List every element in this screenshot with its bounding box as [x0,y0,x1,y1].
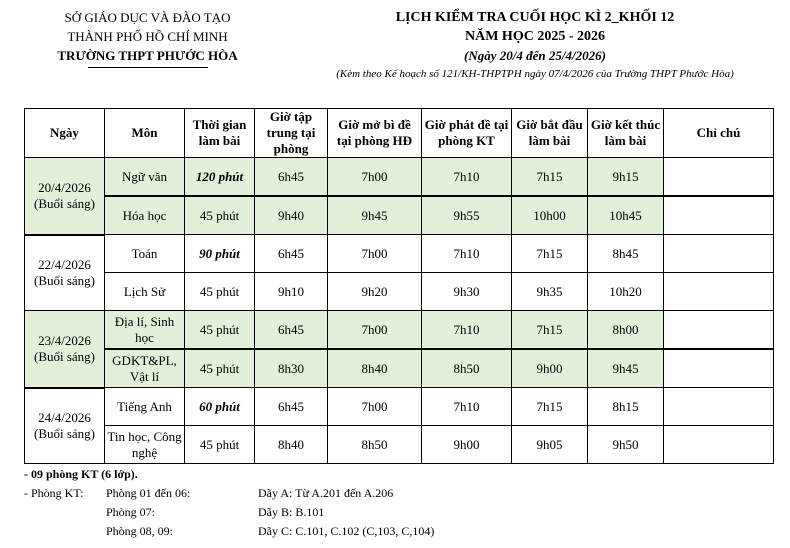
col-batdau: Giờ bắt đầu làm bài [512,109,588,158]
batdau-cell: 7h15 [512,235,588,273]
ketthuc-cell: 10h20 [588,273,664,311]
subject-cell: Hóa học [105,196,185,235]
ketthuc-cell: 8h00 [588,311,664,350]
note-cell [664,273,774,311]
subject-cell: Địa lí, Sinh học [105,311,185,350]
rooms-total: - 09 phòng KT (6 lớp). [24,467,138,481]
col-chichu: Chỉ chú [664,109,774,158]
mobide-cell: 8h50 [328,426,422,464]
mobide-cell: 7h00 [328,388,422,426]
phatde-cell: 7h10 [422,311,512,350]
phatde-cell: 9h30 [422,273,512,311]
room-range: Phòng 07: [106,505,156,519]
phatde-cell: 7h10 [422,158,512,197]
room-assign: Dãy B: B.101 [258,505,325,519]
room-line [24,484,394,503]
subject-cell: Ngữ văn [105,158,185,197]
ketthuc-cell: 9h15 [588,158,664,197]
room-assign: Dãy A: Từ A.201 đến A.206 [258,486,394,500]
duration-cell: 45 phút [185,196,255,235]
day-session: (Buổi sáng) [33,272,96,288]
col-taptrung: Giờ tập trung tại phòng [255,109,328,158]
header-left [20,8,275,68]
taptrung-cell: 9h10 [255,273,328,311]
ketthuc-cell: 10h45 [588,196,664,235]
col-mon: Môn [105,109,185,158]
header-right [290,8,780,82]
school-year: NĂM HỌC 2025 - 2026 [465,29,605,44]
phatde-cell: 8h50 [422,349,512,388]
table-row [25,273,774,311]
day-date: 24/4/2026 [38,409,91,425]
table-row [25,311,774,350]
mobide-cell: 7h00 [328,235,422,273]
table-row [25,235,774,273]
room-line [24,503,325,522]
day-cell [25,158,105,235]
subject-cell: Tin học, Công nghệ [105,426,185,464]
subject-cell: Lịch Sử [105,273,185,311]
batdau-cell: 9h00 [512,349,588,388]
day-cell [25,311,105,388]
footer-notes [24,465,435,541]
date-range: (Ngày 20/4 đến 25/4/2026) [464,48,606,63]
table-row [25,158,774,197]
col-thoigian: Thời gian làm bài [185,109,255,158]
day-date: 20/4/2026 [38,179,91,195]
ketthuc-cell: 8h45 [588,235,664,273]
batdau-cell: 7h15 [512,388,588,426]
taptrung-cell: 9h40 [255,196,328,235]
note-cell [664,235,774,273]
col-ngay: Ngày [25,109,105,158]
note-cell [664,311,774,350]
col-ketthuc: Giờ kết thúc làm bài [588,109,664,158]
note-cell [664,158,774,197]
duration-cell: 45 phút [185,311,255,350]
table-row [25,426,774,464]
day-session: (Buổi sáng) [33,348,96,364]
org-line-2: THÀNH PHỐ HỒ CHÍ MINH [67,29,228,44]
note-cell [664,349,774,388]
room-assign: Dãy C: C.101, C.102 (C,103, C,104) [258,524,435,538]
mobide-cell: 9h45 [328,196,422,235]
table-row [25,349,774,388]
room-line [24,522,435,541]
doc-title: LỊCH KIỂM TRA CUỐI HỌC KÌ 2_KHỐI 12 [395,10,675,25]
exam-schedule-table [24,108,774,464]
ketthuc-cell: 8h15 [588,388,664,426]
phatde-cell: 9h00 [422,426,512,464]
table-row [25,388,774,426]
batdau-cell: 9h35 [512,273,588,311]
subject-cell: GDKT&PL, Vật lí [105,349,185,388]
day-session: (Buổi sáng) [33,195,96,211]
taptrung-cell: 6h45 [255,235,328,273]
duration-cell: 60 phút [185,388,255,426]
duration-cell: 120 phút [185,158,255,197]
col-mobide: Giờ mở bì đề tại phòng HĐ [328,109,422,158]
header-rule [88,67,208,68]
school-name: TRƯỜNG THPT PHƯỚC HÒA [57,48,238,63]
phatde-cell: 9h55 [422,196,512,235]
phatde-cell: 7h10 [422,388,512,426]
taptrung-cell: 6h45 [255,388,328,426]
day-cell [25,235,105,311]
reference-note: (Kèm theo Kế hoạch số 121/KH-THPTPH ngày 07/4/2026 của Trường THPT Phước Hòa) [336,68,734,80]
taptrung-cell: 6h45 [255,158,328,197]
duration-cell: 45 phút [185,349,255,388]
mobide-cell: 9h20 [328,273,422,311]
batdau-cell: 9h05 [512,426,588,464]
col-phatde: Giờ phát đề tại phòng KT [422,109,512,158]
note-cell [664,196,774,235]
duration-cell: 45 phút [185,273,255,311]
batdau-cell: 10h00 [512,196,588,235]
mobide-cell: 7h00 [328,158,422,197]
note-cell [664,426,774,464]
day-cell [25,388,105,464]
ketthuc-cell: 9h45 [588,349,664,388]
batdau-cell: 7h15 [512,311,588,350]
batdau-cell: 7h15 [512,158,588,197]
table-row [25,196,774,235]
phatde-cell: 7h10 [422,235,512,273]
room-range: Phòng 01 đến 06: [106,486,191,500]
day-session: (Buổi sáng) [33,425,96,441]
duration-cell: 45 phút [185,426,255,464]
subject-cell: Toán [105,235,185,273]
org-line-1: SỞ GIÁO DỤC VÀ ĐÀO TẠO [64,10,231,25]
taptrung-cell: 8h40 [255,426,328,464]
subject-cell: Tiếng Anh [105,388,185,426]
day-date: 22/4/2026 [38,256,91,272]
day-date: 23/4/2026 [38,332,91,348]
ketthuc-cell: 9h50 [588,426,664,464]
room-range: Phòng 08, 09: [106,524,174,538]
taptrung-cell: 6h45 [255,311,328,350]
taptrung-cell: 8h30 [255,349,328,388]
mobide-cell: 8h40 [328,349,422,388]
mobide-cell: 7h00 [328,311,422,350]
note-cell [664,388,774,426]
duration-cell: 90 phút [185,235,255,273]
rooms-label: - Phòng KT: [24,486,84,500]
table-header-row [25,109,774,158]
